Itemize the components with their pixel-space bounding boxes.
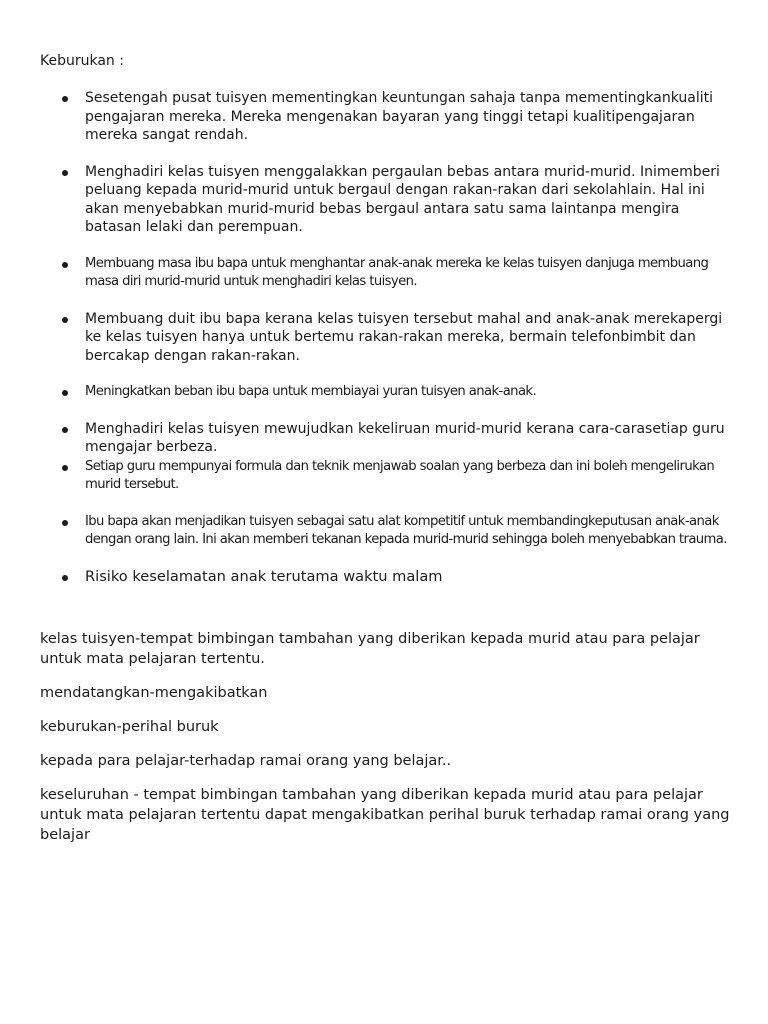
list-item [40,383,740,402]
list-item-text: Setiap guru mempunyai formula dan teknik menjawab soalan yang berbeza dan ini boleh mengelirukan murid tersebut. [85,458,715,492]
definition-paragraph: keburukan-perihal buruk [40,719,219,735]
list-item [40,568,740,587]
list-item-text: Meningkatkan beban ibu bapa untuk membiayai yuran tuisyen anak-anak. [85,384,537,399]
list-item-text: Ibu bapa akan menjadikan tuisyen sebagai satu alat kompetitif untuk membandingkeputusan anak-anak dengan orang lain. Ini akan memberi tekanan kepada murid-murid sehingga boleh menyebabkan trauma. [85,513,727,547]
list-item [40,420,740,457]
list-item-text: Sesetengah pusat tuisyen mementingkan keuntungan sahaja tanpa mementingkankualiti pengajaran mereka. Mereka mengenakan bayaran yang tinggi tetapi kualitipengajaran mereka sangat rendah. [85,90,713,143]
definition-paragraph: kelas tuisyen-tempat bimbingan tambahan yang diberikan kepada murid atau para pelajar untuk mata pelajaran tertentu. [40,631,700,667]
list-item [40,458,740,495]
list-item-text: Risiko keselamatan anak terutama waktu malam [85,567,443,585]
definitions-section [40,629,740,859]
list-item [40,513,740,550]
bullet-icon [62,96,68,102]
list-item-text: Membuang duit ibu bapa kerana kelas tuisyen tersebut mahal and anak-anak merekapergi ke kelas tuisyen hanya untuk bertemu rakan-rakan mereka, bermain telefonbimbit dan bercakap dengan rakan-rakan. [85,310,723,364]
definition-paragraph: kepada para pelajar-terhadap ramai orang yang belajar.. [40,753,452,769]
definition-paragraph: keseluruhan - tempat bimbingan tambahan yang diberikan kepada murid atau para pelajar untuk mata pelajaran tertentu dapat mengakibatkan perihal buruk terhadap ramai orang yang belajar [40,787,730,843]
list-item-text: Menghadiri kelas tuisyen menggalakkan pergaulan bebas antara murid-murid. Inimemberi peluang kepada murid-murid untuk bergaul dengan rakan-rakan dari sekolahlain. Hal ini akan menyebabkan murid-murid bebas bergaul antara satu sama laintanpa mengira batasan lelaki dan perempuan. [85,163,720,235]
bullet-icon [62,317,68,323]
list-item [40,163,740,237]
bullet-icon [62,170,68,176]
list-item [40,89,740,145]
list-item-text: Membuang masa ibu bapa untuk menghantar anak-anak mereka ke kelas tuisyen danjuga membuang masa diri murid-murid untuk menghadiri kelas tuisyen. [85,255,709,289]
list-item [40,255,740,292]
definition-paragraph: mendatangkan-mengakibatkan [40,685,268,701]
bullet-icon [62,262,68,268]
list-item-text: Menghadiri kelas tuisyen mewujudkan kekeliruan murid-murid kerana cara-carasetiap guru mengajar berbeza. [85,420,725,455]
list-item [40,310,740,366]
bullet-icon [62,575,68,581]
bullet-icon [62,465,68,471]
bullet-icon [62,427,68,433]
disadvantages-list [40,89,740,586]
section-heading: Keburukan : [40,53,124,69]
bullet-icon [62,520,68,526]
bullet-icon [62,390,68,396]
